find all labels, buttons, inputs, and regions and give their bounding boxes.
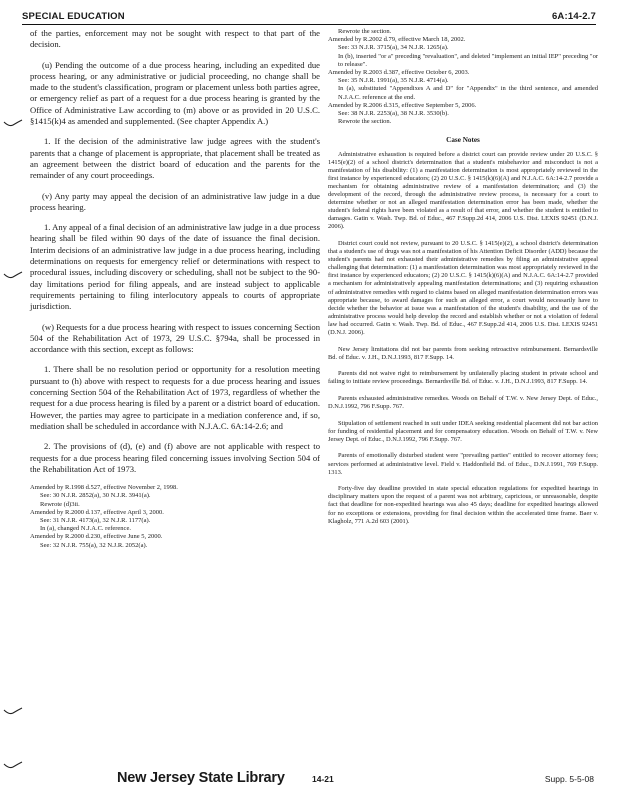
amendment-line: Rewrote the section. — [338, 28, 392, 35]
amendment-line: See: 30 N.J.R. 2852(a), 30 N.J.R. 3941(a). — [40, 492, 151, 500]
margin-check-mark-icon — [3, 760, 23, 772]
amendment-line: Amended by R.2003 d.387, effective October 6, 2003. — [328, 69, 470, 77]
amendment-line: See: 33 N.J.R. 3715(a), 34 N.J.R. 1265(a). — [338, 44, 449, 52]
amendment-line: See: 31 N.J.R. 4173(a), 32 N.J.R. 1177(a). — [40, 516, 151, 524]
running-header — [22, 6, 596, 25]
margin-check-mark-icon — [3, 118, 23, 130]
amendment-line: In (a), changed N.J.A.C. reference. — [40, 525, 131, 533]
amendment-line: Rewrote (d)3ii. — [40, 500, 80, 508]
amendment-line: See: 32 N.J.R. 755(a), 32 N.J.R. 2052(a). — [40, 541, 148, 549]
case-note: Parents did not waive right to reimbursement by unilaterally placing student in private school and failing to initiate review proceedings. Bernardsville Bd. of Educ. v. J.H., D.N.J.1993, 817 F.Supp. 14. — [328, 370, 598, 386]
amendment-line: In (b), inserted "or a" preceding "revaluation", and deleted "implement an initial IEP" preceding "or to release". — [338, 52, 598, 68]
amendment-line: Rewrote the section. — [338, 118, 392, 126]
amendment-history-right — [328, 28, 598, 126]
paragraph-w1: 1. There shall be no resolution period or opportunity for a resolution meeting pursuant to (h) above with respect to requests for a due process hearing and issues concerning Section 504 of the Rehabilitation Act of 1973, regardless of whether the request for a due process hearing is filed by a parent or a district board of education. However, the parties may agree to participate in a mediation conference and, if so, mediation shall be scheduled in accordance with N.J.A.C. 6A:14-2.6; and — [30, 364, 320, 431]
page-number: 14-21 — [312, 774, 334, 784]
case-note: New Jersey limitations did not bar parents from seeking retroactive reimbursement. Bernardsville Bd. of Educ. v. J.H., D.N.J.1993, 817 F.Supp. 14. — [328, 345, 598, 361]
amendment-line: Amended by R.2002 d.79, effective March 18, 2002. — [328, 36, 466, 44]
case-note: Parents exhausted administrative remedies. Woods on Behalf of T.W. v. New Jersey Dept. of Educ., D.N.J.1992, 796 F.Supp. 767. — [328, 394, 598, 411]
paragraph-w: (w) Requests for a due process hearing with respect to issues concerning Section 504 of the Rehabilitation Act of 1973, 29 U.S.C. §794a, shall be processed in accordance with this section, except as follows: — [30, 321, 320, 355]
page-footer — [22, 770, 596, 788]
amendment-history-left — [30, 484, 320, 550]
header-rule-number: 6A:14-2.7 — [551, 11, 596, 22]
amendment-line: Amended by R.2006 d.315, effective September 5, 2006. — [328, 101, 477, 109]
paragraph-w2: 2. The provisions of (d), (e) and (f) above are not applicable with respect to requests for a due process hearing filed concerning issues involving Section 504 of the Rehabilitation Act of 1973. — [30, 441, 320, 474]
left-column — [30, 28, 320, 550]
paragraph-u: (u) Pending the outcome of a due process hearing, including an expedited due process hearing, or any administrative or judicial proceeding, no change shall be made to the student's classification, program or placement unless both parties agree, or emergency relief as part of a request for a due process hearing is granted by the Office of Administrative Law according to (m) above or as provided in 20 U.S.C. §1415(k)4 as amended and supplemented. (See chapter Appendix A.) — [30, 59, 320, 127]
paragraph-u1: 1. If the decision of the administrative law judge agrees with the student's parents that a change of placement is appropriate, that placement shall be treated as an agreement between the district board of education and the parents for the remainder of any court proceedings. — [30, 136, 320, 181]
case-note: District court could not review, pursuant to 20 U.S.C. § 1415(e)(2), a school district's determination that a student's use of drugs was not a manifestation of his Attention Deficit Disorder (ADD) because the student's parents had not exhausted their administrative remedies by filing an administrative appeal challenging that determination: (1) a manifestation determination was most appropriately reviewed in the first instance by experienced educators; (2) 20 U.S.C. § 1415(k)(6)(A) and N.J.A.C. 6A:14-2.7 provided a mechanism for administratively appealing manifestation determinations; and (3) requiring exhaustion of administrative remedies with regard to claims based on alleged manifestation determination errors was appropriate because, to award damages for such an alleged error, a court would necessarily have to decide whether the behavior at issue was a manifestation of the student's disability, and the use of the administrative process would help develop the record and establish whether or not a violation of federal law had occurred. Gatin v. Wash. Twp. Bd. of Educ., 467 F.Supp.2d 414, 2006 U.S. Dist. LEXIS 92451 (D.N.J. 2006). — [328, 239, 598, 336]
amendment-line: Amended by R.2000 d.137, effective April 3, 2000. — [30, 508, 164, 516]
case-note: Parents of emotionally disturbed student were "prevailing parties" entitled to recover attorney fees; services performed at administrative level. Field v. Haddonfield Bd. of Educ., D.N.J.1991, 769 F.Supp. 1313. — [328, 452, 598, 476]
case-note: Administrative exhaustion is required before a district court can provide review under 20 U.S.C. § 1415(e)(2) of a school district's determination that a student's misbehavior and misconduct is not a manifestation of his disability: (1) a manifestation determination is most appropriately reviewed in the first instance by experienced educators; (2) 20 U.S.C. § 1415(k)(6)(A) and N.J.A.C. 6A:14-2.7 provide a mechanism for obtaining administrative review of a manifestation determination; and (3) the development of the record, through the administrative review process, is necessary for a court to determine whether or not an alleged manifestation determination error has been made, whether the student's federal rights have been violated as a result of that error, and whether the student is entitled to damages. Gatin v. Wash. Twp. Bd. of Educ., 467 F.Supp.2d 414, 2006 U.S. Dist. LEXIS 92451 (D.N.J. 2006). — [328, 150, 598, 231]
case-notes-heading: Case Notes — [446, 136, 480, 145]
amendment-line: In (a), substituted "Appendixes A and D" for "Appendix" in the third sentence, and amended N.J.A.C. reference at the end. — [338, 85, 598, 101]
amendment-line: Amended by R.1998 d.527, effective November 2, 1998. — [30, 484, 178, 492]
supplement-date: Supp. 5-5-08 — [544, 774, 594, 784]
paragraph-v: (v) Any party may appeal the decision of an administrative law judge in a due process hearing. — [30, 190, 320, 212]
margin-check-mark-icon — [3, 270, 23, 282]
case-note: Stipulation of settlement reached in suit under IDEA seeking residential placement did not bar action for funding of residential placement and for compensatory education. Woods on Behalf of T.W. v. New Jersey Dept. of Educ., D.N.J.1992, 796 F.Supp. 767. — [328, 419, 598, 443]
amendment-line: See: 35 N.J.R. 1991(a), 35 N.J.R. 4714(a). — [338, 77, 449, 85]
paragraph-v1: 1. Any appeal of a final decision of an administrative law judge in a due process hearing shall be filed within 90 days of the date of issuance the final decision. Interim decisions of an administrative law judge in a due process hearing, including determinations on requests for emergency relief or determinations with respect to procedural issues, including discovery or scheduling, shall not be subject to the 90-day limitations period for filing appeals, and are instead subject to applicable requirements pertaining to filing interlocutory appeals to courts of appropriate jurisdiction. — [30, 222, 320, 312]
header-section-title: SPECIAL EDUCATION — [22, 11, 125, 22]
amendment-line: See: 38 N.J.R. 2253(a), 38 N.J.R. 3530(b). — [338, 110, 449, 118]
case-note: Forty-five day deadline provided in state special education regulations for expedited hearings in disciplinary matters upon the request of a parent was not arbitrary, capricious, or unreasonable, despite fact that deadline for non-expedited hearings was also 45 days; deadline for expedited hearings allowed for no exceptions or extensions, providing for final decision within the accelerated time frame. Baer v. Klagholz, 771 A.2d 603 (2001). — [328, 485, 598, 525]
library-watermark: New Jersey State Library — [117, 770, 285, 786]
amendment-line: Amended by R.2000 d.230, effective June 5, 2000. — [30, 533, 163, 541]
right-column — [328, 28, 598, 534]
margin-check-mark-icon — [3, 706, 23, 718]
paragraph-continuation: of the parties, enforcement may not be sought with respect to that part of the decision. — [30, 28, 320, 50]
